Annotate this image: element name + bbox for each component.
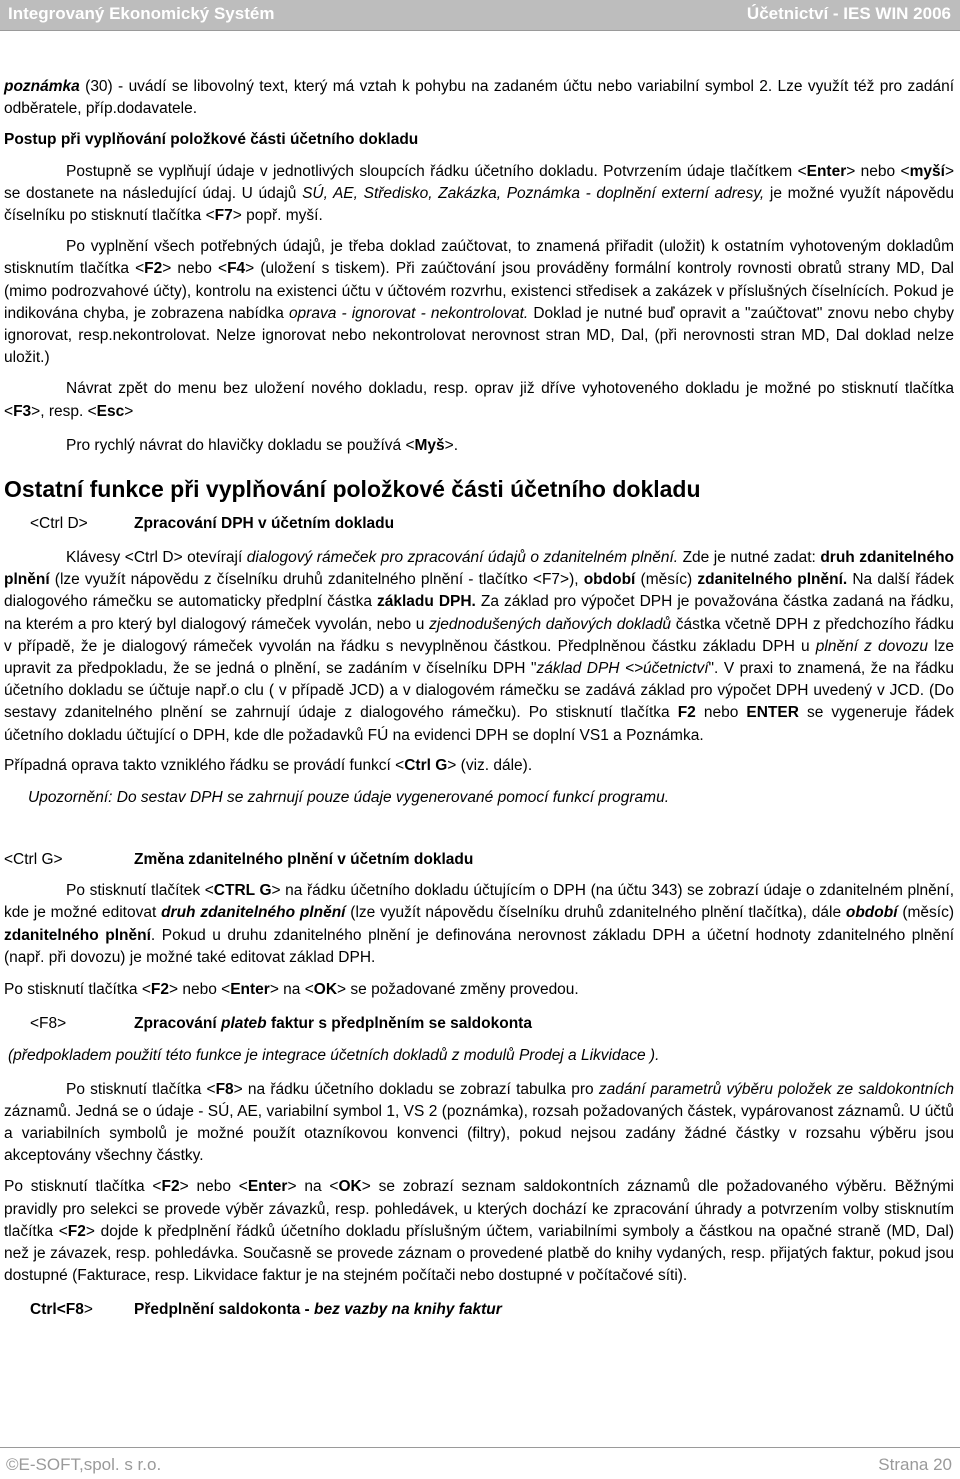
paragraph-rychly-navrat: Pro rychlý návrat do hlavičky dokladu se používá <Myš>. [66, 436, 459, 454]
paragraph-oprava: Případná oprava takto vzniklého řádku se provádí funkcí <Ctrl G> (viz. dále). [4, 756, 533, 774]
paragraph-navrat: Návrat zpět do menu bez uložení nového dokladu, resp. oprav již dříve vyhotoveného dokladu je možné po stisknutí tlačítka <F3>, resp. <Esc> [4, 380, 954, 420]
paragraph-ctrl-g: Po stisknutí tlačítek <CTRL G> na řádku účetního dokladu účtujícím o DPH (na účtu 343) se zobrazí údaje o zdanitelném plnění, kde je možné editovat druh zdanitelného plnění (lze využít nápovědu číselníku druhů zdanitelného plnění tlačítka), dále období (měsíc) zdanitelného plnění. Pokud u druhu zdanitelného plnění je definována nerovnost základu DPH a účetní hodnoty zdanitelného plnění (např. při dovozu) je možné také editovat základ DPH. [4, 882, 955, 966]
function-title: Zpracování DPH v účetním dokladu [134, 515, 395, 533]
function-title: Změna zdanitelného plnění v účetním dokladu [134, 851, 474, 869]
section-heading-postup: Postup při vyplňování položkové části účetního dokladu [4, 131, 419, 149]
function-key-label: <Ctrl D> [30, 515, 88, 533]
function-row-ctrl-f8 [4, 1299, 954, 1321]
function-key-label: Ctrl<F8> [30, 1301, 93, 1319]
paragraph-poznamka: poznámka (30) - uvádí se libovolný text, který má vztah k pohybu na zadaném účtu nebo variabilní symbol 2. Lze využít též pro zadání odběratele, příp.dodavatele. [4, 78, 954, 118]
function-title: Zpracování plateb faktur s předplněním se saldokonta [134, 1015, 532, 1033]
footer-page-number: Strana 20 [878, 1455, 952, 1474]
function-row-ctrl-d [4, 513, 954, 535]
paragraph-upozorneni: Upozornění: Do sestav DPH se zahrnují pouze údaje vygenerované pomocí funkcí programu. [28, 789, 670, 807]
document-header [0, 0, 960, 30]
function-key-label: <F8> [30, 1015, 67, 1033]
paragraph-predpoklad: (předpokladem použití této funkce je integrace účetních dokladů z modulů Prodej a Likvidace ). [8, 1047, 660, 1065]
paragraph-f8: Po stisknutí tlačítka <F8> na řádku účetního dokladu se zobrazí tabulka pro zadání parametrů výběru položek ze saldokontních záznamů. Jedná se o údaje - SÚ, AE, variabilní symbol 1, VS 2 (poznámka), rozsah požadovaných částek, vypárovanost záznamů. U účtů a variabilních symbolů je možné použít otazníkovou konvenci (filtry), pokud nejsou zadány žádné částky v rozsahu výběru jsou akceptovány všechny částky. [4, 1080, 954, 1165]
function-title: Předplnění saldokonta - bez vazby na knihy faktur [134, 1301, 502, 1319]
paragraph-f2-ok: Po stisknutí tlačítka <F2> nebo <Enter> na <OK> se požadované změny provedou. [4, 981, 579, 999]
function-row-ctrl-g [4, 849, 954, 871]
header-left-title: Integrovaný Ekonomický Systém [8, 4, 275, 23]
paragraph-postup: Postupně se vyplňují údaje v jednotlivých sloupcích řádku účetního dokladu. Potvrzením údaje tlačítkem <Enter> nebo <myší> se dostanete na následující údaj. U údajů SÚ, AE, Středisko, Zakázka, Poznámka - doplnění externí adresy, je možné využít nápovědu číselníku po stisknutí tlačítka <F7> popř. myší. [4, 162, 954, 225]
paragraph-saldokonto: Po stisknutí tlačítka <F2> nebo <Enter> na <OK> se zobrazí seznam saldokontních záznamů dle požadovaného výběru. Běžnými pravidly pro selekci se provede výběr závazků, resp. pohledávek, u kterých dochází ke zpracování úhrady a potvrzením volby stisknutím tlačítka <F2> dojde k předplnění řádků účetního dokladu příslušným účtem, variabilními symboly a částkou na opačné straně (MD, Dal) než je závazek, resp. pohledávka. Současně se provede záznam o provedené platbě do knihy vydaných, resp. přijatých faktur, pokud jsou dostupné (Fakturace, resp. Likvidace faktur je na stejném počítači nebo dostupné v počítačové síti). [4, 1178, 955, 1285]
header-right-title: Účetnictví - IES WIN 2006 [746, 4, 951, 23]
section-heading-ostatni-funkce: Ostatní funkce při vyplňování položkové části účetního dokladu [4, 476, 701, 503]
document-body [4, 76, 954, 1321]
paragraph-ctrl-d: Klávesy <Ctrl D> otevírají dialogový rámeček pro zpracování údajů o zdanitelném plnění. Zde je nutné zadat: druh zdanitelného plnění (lze využít nápovědu z číselníku druhů zdanitelného plnění - tlačítko <F7>), období (měsíc) zdanitelného plnění. Na další řádek dialogového rámečku se automaticky předplní částka základu DPH. Za základ pro výpočet DPH je považována částka zadaná na řádku, na kterém a pro který byl dialogový rámeček vyvolán, nebo u zjednodušených daňových dokladů částka včetně DPH z předchozího řádku v případě, že je dialogový rámeček vyvolán na řádku s nevyplněnou částkou. Předplněnou částku základu DPH u plnění z dovozu lze upravit za předpokladu, že se jedná o plnění, se zadáním v číselníku DPH "základ DPH <>účetnictví". V praxi to znamená, že na řádku účetního dokladu se účtuje např.o clu ( v případě JCD) a v dialogovém rámečku se zadává základ pro výpočet DPH uvedený v JCD. (Do sestavy zdanitelného plnění se zahrnují údaje z dialogového rámečku). Po stisknutí tlačítka F2 nebo ENTER se vygeneruje řádek účetního dokladu účtující o DPH, kde dle požadavků FÚ na evidenci DPH se doplní VS1 a Poznámka. [4, 549, 955, 744]
function-key-label: <Ctrl G> [4, 851, 63, 869]
footer-copyright: ©E-SOFT,spol. s r.o. [6, 1455, 162, 1474]
document-footer [0, 1448, 960, 1479]
function-row-f8 [4, 1013, 954, 1035]
header-divider [0, 30, 960, 31]
paragraph-zauctovani: Po vyplnění všech potřebných údajů, je třeba doklad zaúčtovat, to znamená přiřadit (uložit) k ostatním vyhotoveným dokladům stisknutím tlačítka <F2> nebo <F4> (uložení s tiskem). Při zaúčtování jsou prováděny formální kontroly rovnosti obratů strany MD, Dal (mimo podrozvahové účty), kontrolu na existenci účtu v účtovém rozvrhu, existenci středisek a zakázek v příslušných číselnících. Pokud je indikována chyba, je zobrazena nabídka oprava - ignorovat - nekontrolovat. Doklad je nutné buď opravit a "zaúčtovat" znovu nebo chyby ignorovat, resp.nekontrolovat. Nelze ignorovat nebo nekontrolovat nerovnost stran MD, Dal, (při nerovnosti stran MD, Dal doklad nelze uložit.) [4, 238, 954, 367]
